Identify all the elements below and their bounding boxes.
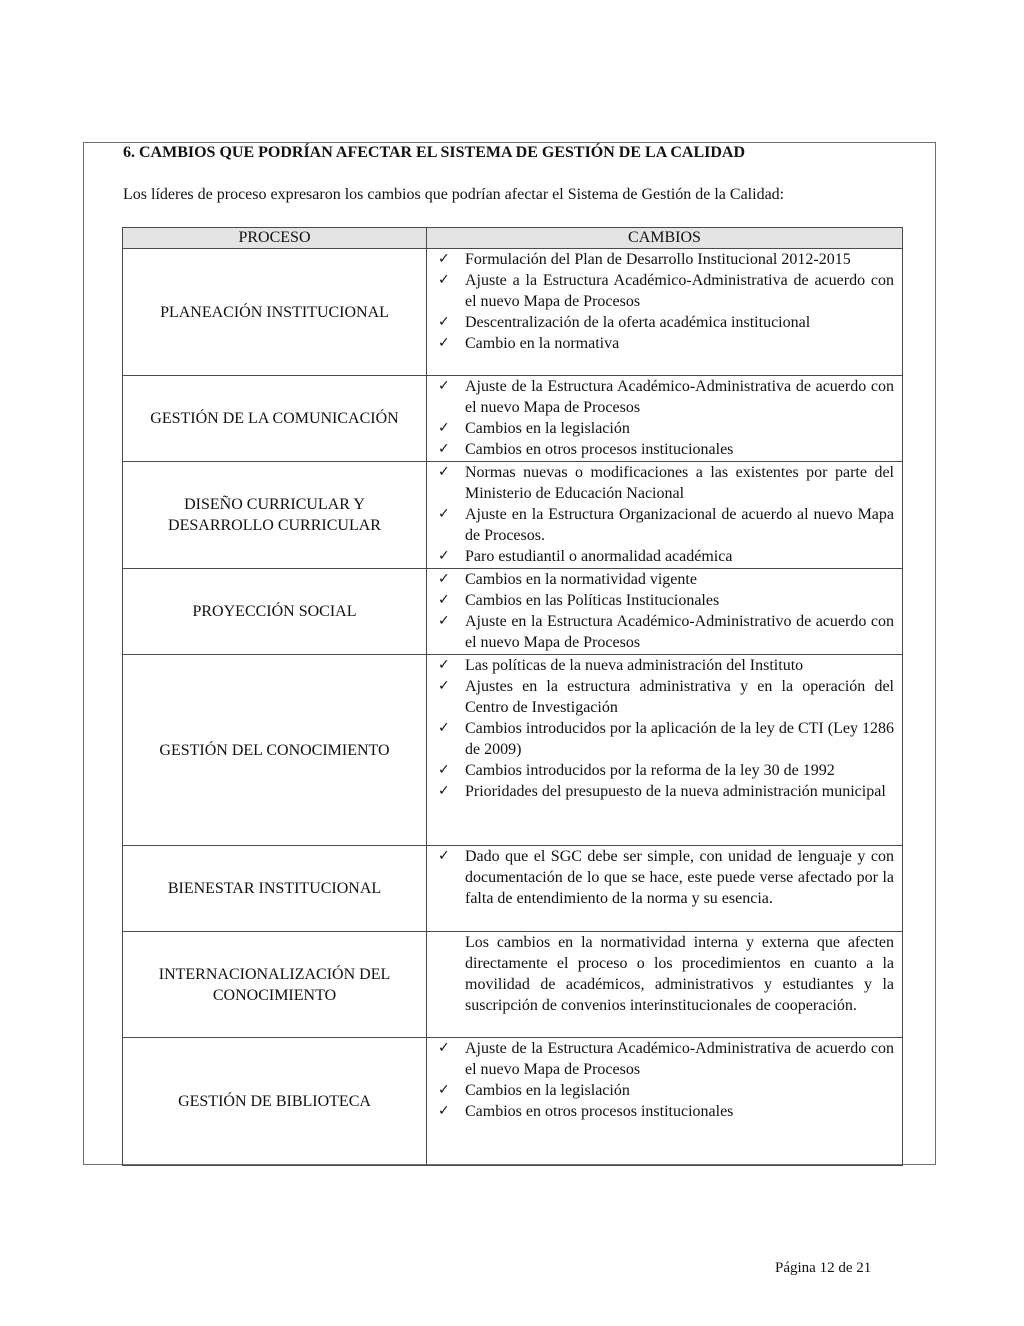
change-item: ✓ Ajuste de la Estructura Académico-Administrativa de acuerdo con el nuevo Mapa de Procesos xyxy=(465,376,894,418)
change-item: ✓ Prioridades del presupuesto de la nueva administración municipal xyxy=(465,781,894,802)
changes-cell-comunicacion xyxy=(427,376,903,462)
change-item: ✓ Cambios en otros procesos institucionales xyxy=(465,439,894,460)
table-header-row xyxy=(123,228,903,249)
change-item: ✓ Formulación del Plan de Desarrollo Institucional 2012-2015 xyxy=(465,249,894,270)
changes-cell-biblioteca xyxy=(427,1038,903,1166)
change-item: ✓ Cambio en la normativa xyxy=(465,333,894,354)
table-row xyxy=(123,1038,903,1166)
change-item: ✓ Cambios en la legislación xyxy=(465,1080,894,1101)
change-item: ✓ Ajuste a la Estructura Académico-Administrativa de acuerdo con el nuevo Mapa de Procesos xyxy=(465,270,894,312)
header-proceso: PROCESO xyxy=(123,228,427,249)
page-number: Página 12 de 21 xyxy=(775,1260,872,1276)
changes-cell-internacionalizacion xyxy=(427,932,903,1038)
changes-list xyxy=(427,1038,902,1122)
table-row xyxy=(123,462,903,569)
table-row xyxy=(123,569,903,655)
change-item: ✓ Ajuste en la Estructura Organizacional de acuerdo al nuevo Mapa de Procesos. xyxy=(465,504,894,546)
changes-list xyxy=(427,462,902,567)
table-row xyxy=(123,249,903,376)
change-item: ✓ Descentralización de la oferta académica institucional xyxy=(465,312,894,333)
process-name-conocimiento: GESTIÓN DEL CONOCIMIENTO xyxy=(123,655,427,846)
section-heading: 6. CAMBIOS QUE PODRÍAN AFECTAR EL SISTEMA DE GESTIÓN DE LA CALIDAD xyxy=(123,144,746,161)
change-item: ✓ Paro estudiantil o anormalidad académica xyxy=(465,546,894,567)
change-item: ✓ Las políticas de la nueva administración del Instituto xyxy=(465,655,894,676)
changes-list xyxy=(427,376,902,460)
changes-list xyxy=(427,655,902,802)
changes-list xyxy=(427,846,902,909)
table-row xyxy=(123,846,903,932)
changes-cell-conocimiento xyxy=(427,655,903,846)
change-item: ✓ Normas nuevas o modificaciones a las existentes por parte del Ministerio de Educación Nacional xyxy=(465,462,894,504)
changes-table xyxy=(122,227,903,1166)
changes-cell-bienestar xyxy=(427,846,903,932)
process-name-biblioteca: GESTIÓN DE BIBLIOTECA xyxy=(123,1038,427,1166)
changes-list xyxy=(427,249,902,354)
section-intro: Los líderes de proceso expresaron los cambios que podrían afectar el Sistema de Gestión de la Calidad: xyxy=(123,186,785,203)
table-row xyxy=(123,376,903,462)
change-item: ✓ Dado que el SGC debe ser simple, con unidad de lenguaje y con documentación de lo que se hace, este puede verse afectado por la falta de entendimiento de la norma y su esencia. xyxy=(465,846,894,909)
change-item: ✓ Cambios en las Políticas Institucionales xyxy=(465,590,894,611)
process-name-bienestar: BIENESTAR INSTITUCIONAL xyxy=(123,846,427,932)
change-item: ✓ Cambios introducidos por la reforma de la ley 30 de 1992 xyxy=(465,760,894,781)
changes-cell-proyeccion-social xyxy=(427,569,903,655)
table-row xyxy=(123,655,903,846)
process-name-comunicacion: GESTIÓN DE LA COMUNICACIÓN xyxy=(123,376,427,462)
changes-cell-diseno-curricular xyxy=(427,462,903,569)
change-item: ✓ Cambios en la legislación xyxy=(465,418,894,439)
change-text: Los cambios en la normatividad interna y externa que afecten directamente el proceso o los procedimientos en cuanto a la movilidad de académicos, administrativos y estudiantes y la suscripción de convenios interinstitucionales de cooperación. xyxy=(465,934,894,1014)
change-item: ✓ Cambios en otros procesos institucionales xyxy=(465,1101,894,1122)
process-name-internacionalizacion: INTERNACIONALIZACIÓN DEL CONOCIMIENTO xyxy=(123,932,427,1038)
process-name-proyeccion-social: PROYECCIÓN SOCIAL xyxy=(123,569,427,655)
change-item: ✓ Ajuste de la Estructura Académico-Administrativa de acuerdo con el nuevo Mapa de Procesos xyxy=(465,1038,894,1080)
change-item: ✓ Ajuste en la Estructura Académico-Administrativo de acuerdo con el nuevo Mapa de Procesos xyxy=(465,611,894,653)
change-item: ✓ Ajustes en la estructura administrativa y en la operación del Centro de Investigación xyxy=(465,676,894,718)
process-name-planeacion: PLANEACIÓN INSTITUCIONAL xyxy=(123,249,427,376)
change-item: ✓ Cambios introducidos por la aplicación de la ley de CTI (Ley 1286 de 2009) xyxy=(465,718,894,760)
changes-list xyxy=(427,569,902,653)
change-item: ✓ Cambios en la normatividad vigente xyxy=(465,569,894,590)
process-name-diseno-curricular: DISEÑO CURRICULAR Y DESARROLLO CURRICULAR xyxy=(123,462,427,569)
changes-cell-planeacion xyxy=(427,249,903,376)
table-row xyxy=(123,932,903,1038)
header-cambios: CAMBIOS xyxy=(427,228,903,249)
